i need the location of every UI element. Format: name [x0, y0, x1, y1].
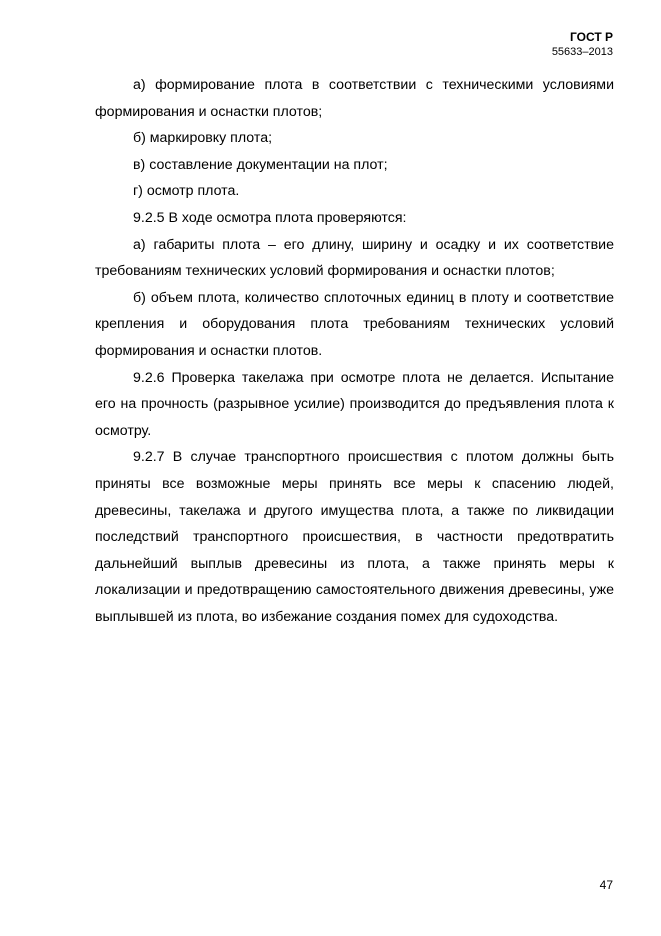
- page-number: 47: [599, 878, 613, 892]
- paragraph-item-v: в) составление документации на плот;: [133, 156, 388, 173]
- paragraph-item-b: б) маркировку плота;: [133, 130, 273, 147]
- paragraph-item-g: г) осмотр плота.: [133, 183, 240, 200]
- section-9-2-6: 9.2.6 Проверка такелажа при осмотре плота не делается. Испытание его на прочность (разрывное усилие) производится до предъявления плота к осмотру.: [95, 369, 614, 439]
- paragraph-volume: б) объем плота, количество сплоточных единиц в плоту и соответствие крепления и оборудования плота требованиям технических условий формирования и оснастки плотов.: [95, 289, 614, 359]
- paragraph-item-a: а) формирование плота в соответствии с техническими условиями формирования и оснастки плотов;: [95, 77, 614, 120]
- page-header: [552, 30, 613, 59]
- standard-label: ГОСТ Р: [569, 30, 613, 44]
- document-body: [95, 72, 614, 630]
- section-9-2-5-heading: 9.2.5 В ходе осмотра плота проверяются:: [133, 209, 407, 226]
- standard-number: 55633–2013: [551, 46, 613, 58]
- section-9-2-7: 9.2.7 В случае транспортного происшествия с плотом должны быть приняты все возможные меры принять все меры к спасению людей, древесины, такелажа и другого имущества плота, а также по ликвидации последствий транспортного происшествия, в частности предотвратить дальнейший выплыв древесины из плота, а также принять меры к локализации и предотвращению самостоятельного движения древесины, уже выплывшей из плота, во избежание создания помех для судоходства.: [95, 449, 614, 625]
- paragraph-dimensions: а) габариты плота – его длину, ширину и осадку и их соответствие требованиям технических условий формирования и оснастки плотов;: [95, 236, 614, 280]
